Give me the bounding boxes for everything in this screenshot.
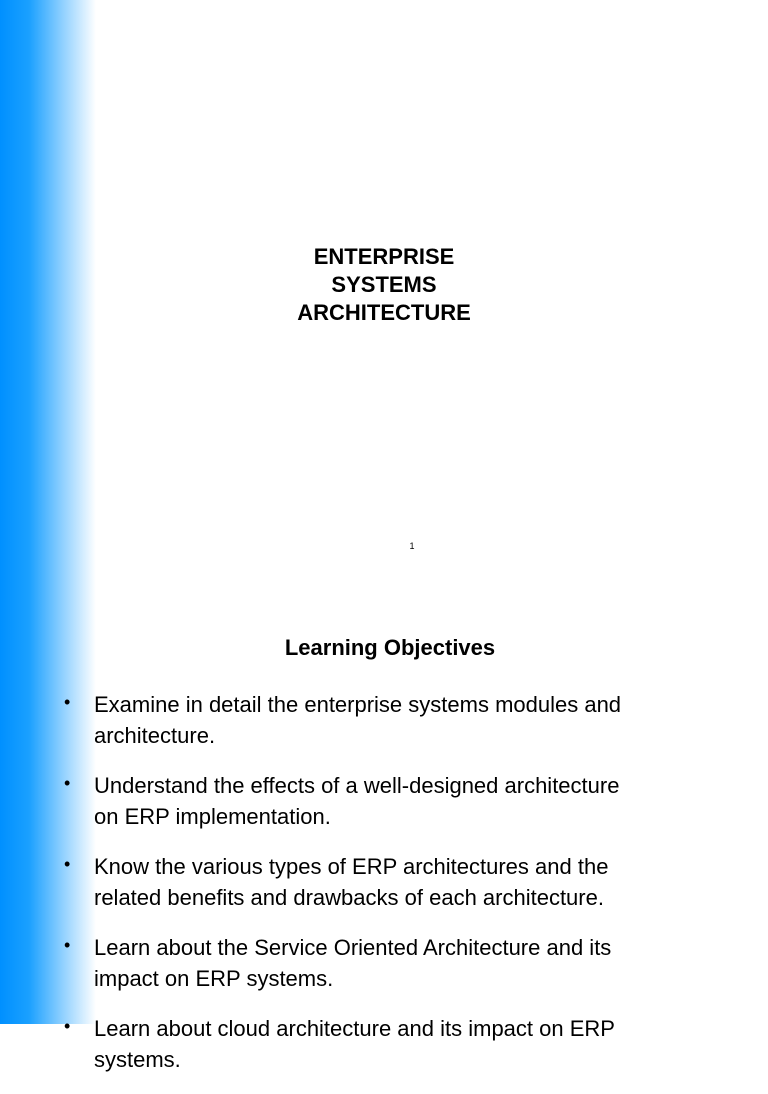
slide-title-line: ARCHITECTURE (297, 300, 471, 325)
bullet-icon: • (64, 692, 71, 712)
objective-line: Learn about the Service Oriented Architecture and its (94, 935, 612, 960)
bullet-icon: • (64, 854, 71, 874)
objective-line: impact on ERP systems. (94, 966, 334, 991)
slide-title-line: SYSTEMS (331, 272, 437, 297)
slide-title (200, 243, 568, 327)
objective-line: related benefits and drawbacks of each architecture. (94, 885, 604, 910)
objective-line: Learn about cloud architecture and its impact on ERP (94, 1016, 615, 1041)
objective-line: on ERP implementation. (94, 804, 331, 829)
objective-line: Understand the effects of a well-designed architecture (94, 773, 620, 798)
page-number: 1 (409, 541, 415, 551)
objective-line: Examine in detail the enterprise systems modules and (94, 692, 622, 717)
objective-item (62, 1013, 742, 1075)
bullet-icon: • (64, 1016, 71, 1036)
objective-line: architecture. (94, 723, 216, 748)
objective-item (62, 689, 742, 751)
objective-line: systems. (94, 1047, 181, 1072)
objective-item (62, 770, 742, 832)
bullet-icon: • (64, 773, 71, 793)
objectives-list (62, 689, 742, 1094)
objective-line: Know the various types of ERP architectures and the (94, 854, 609, 879)
objective-item (62, 932, 742, 994)
slide-title-line: ENTERPRISE (313, 244, 455, 269)
learning-objectives-heading: Learning Objectives (284, 635, 496, 660)
objective-item (62, 851, 742, 913)
bullet-icon: • (64, 935, 71, 955)
